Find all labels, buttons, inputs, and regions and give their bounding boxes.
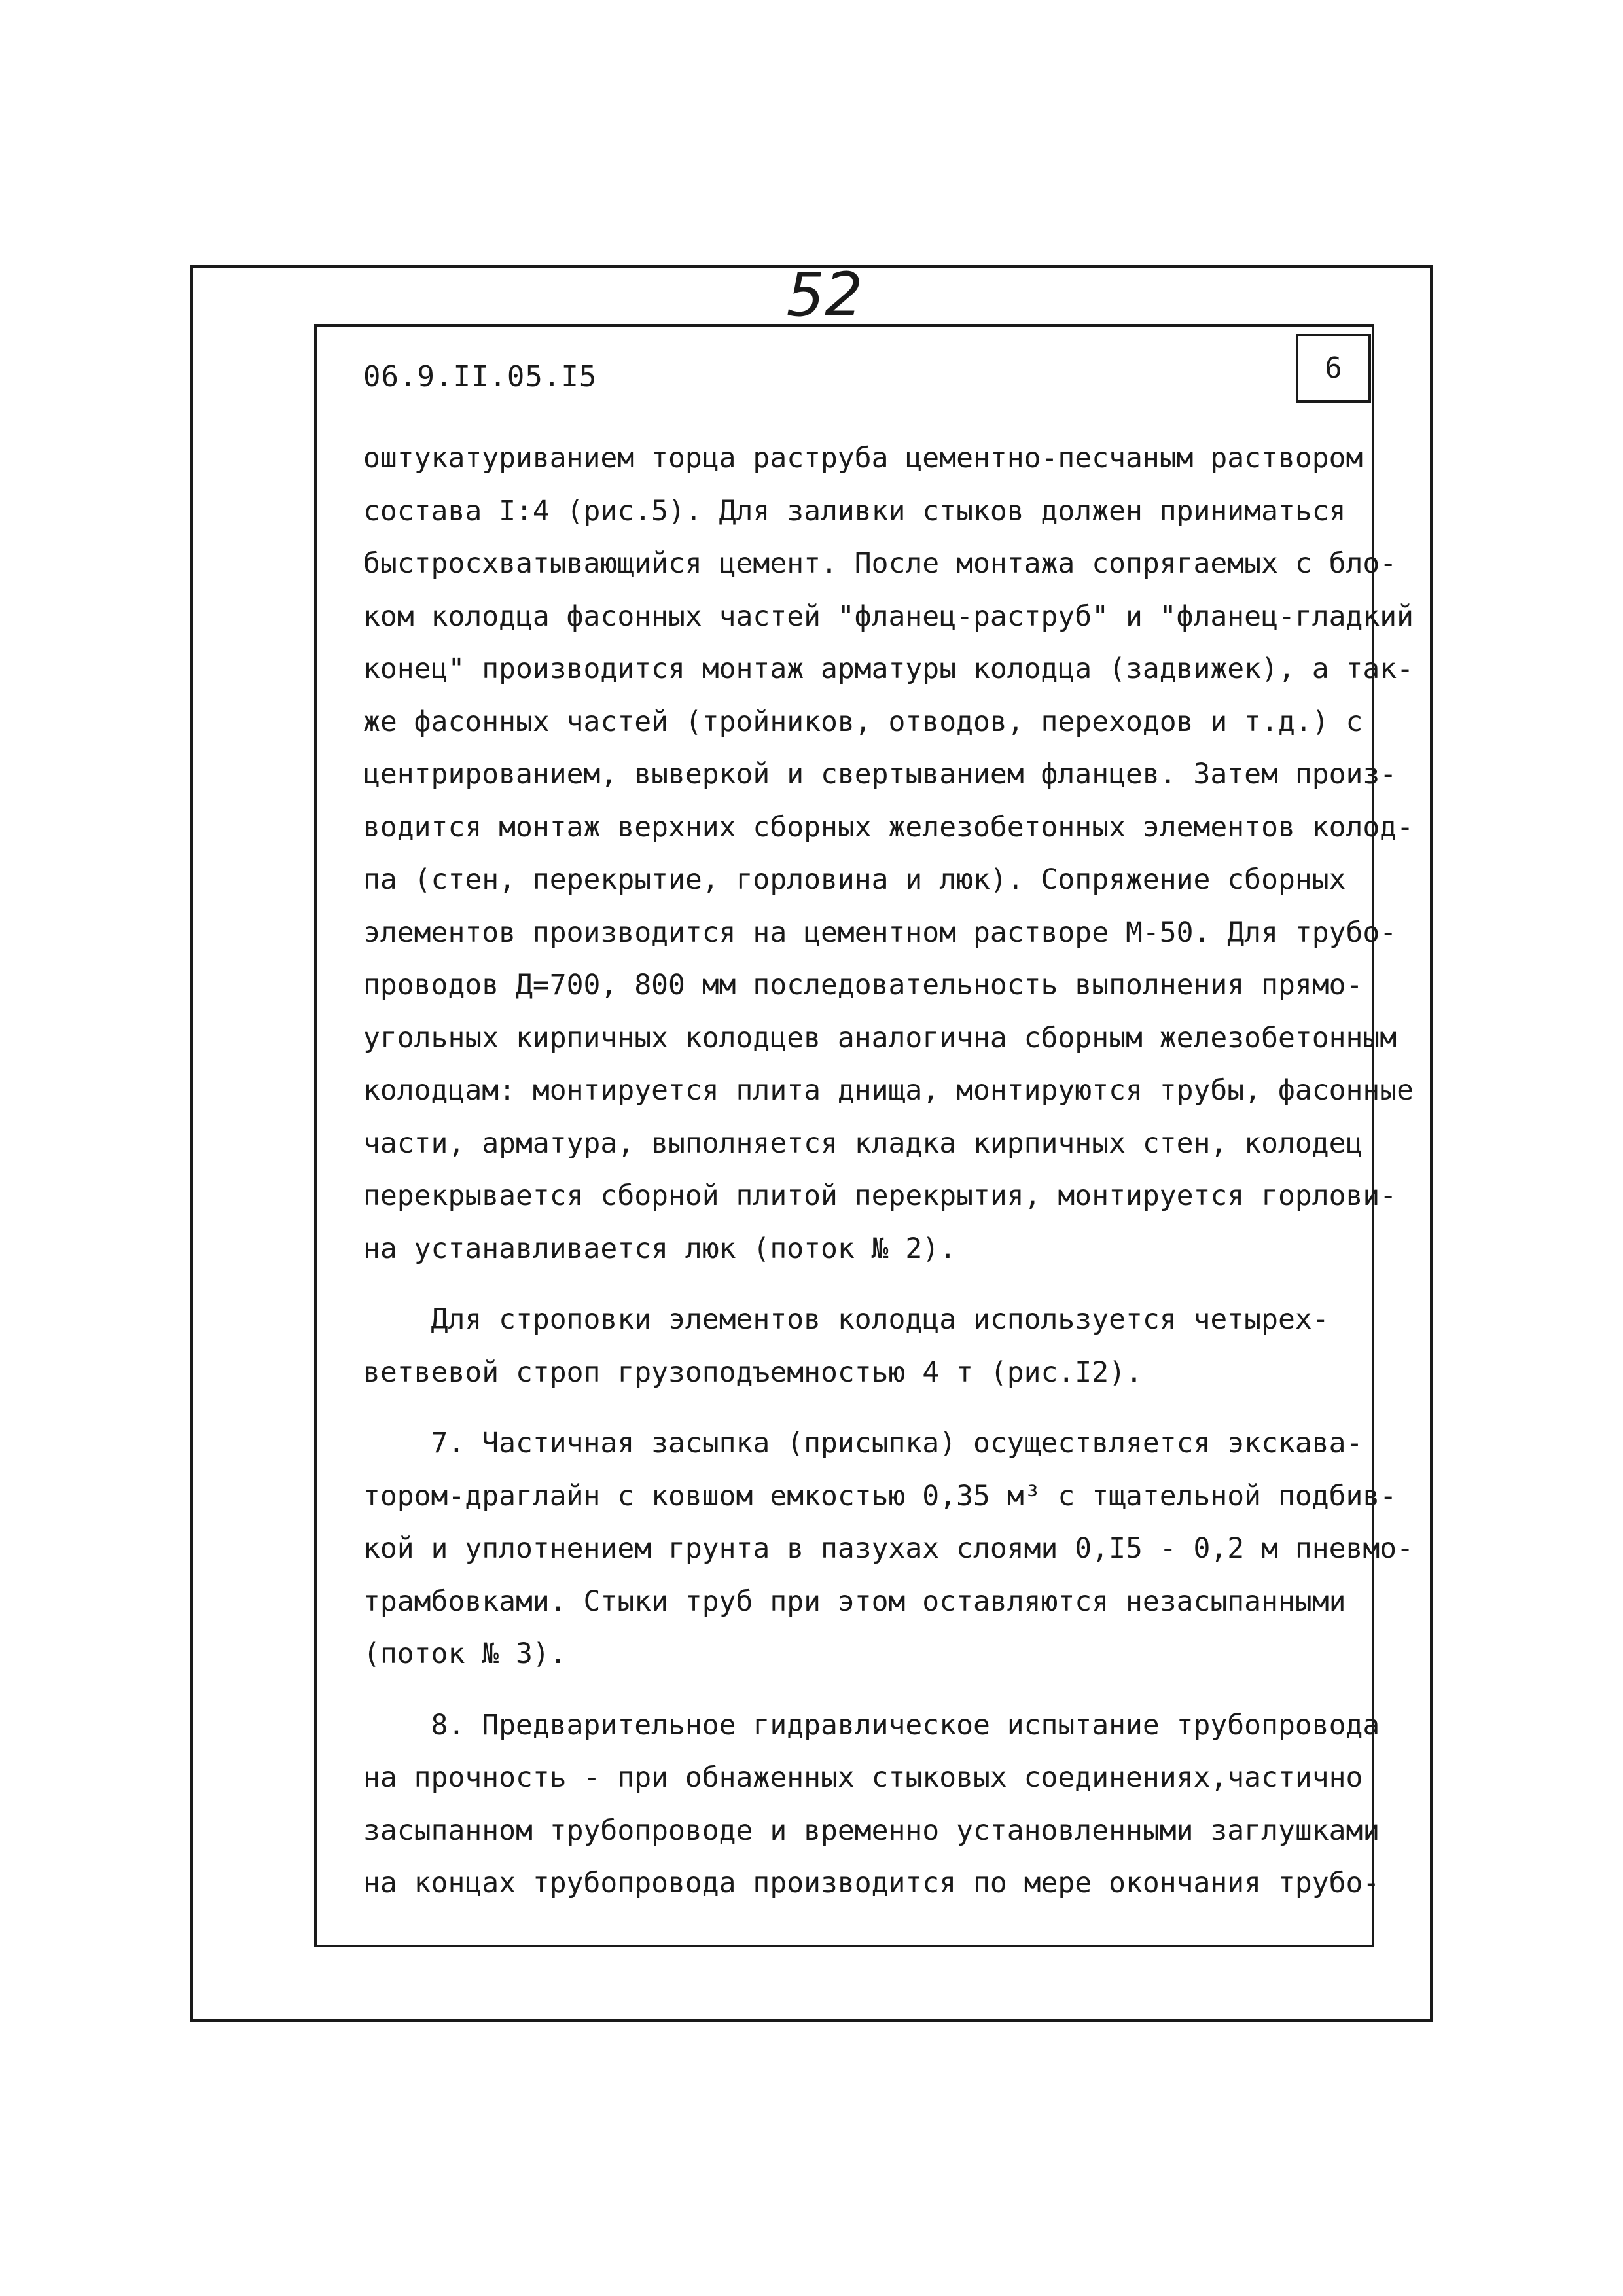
text-line: (поток № 3). xyxy=(363,1638,567,1670)
text-line: центрированием, выверкой и свертыванием фланцев. Затем произ- xyxy=(363,758,1397,791)
text-line: 7. Частичная засыпка (присыпка) осуществляется экскава- xyxy=(363,1427,1363,1460)
text-line: проводов Д=700, 800 мм последовательность выполнения прямо- xyxy=(363,969,1363,1001)
text-line: водится монтаж верхних сборных железобетонных элементов колод- xyxy=(363,810,1414,844)
text-line: элементов производится на цементном растворе М-50. Для трубо- xyxy=(363,916,1397,949)
text-line: Для строповки элементов колодца используется четырех- xyxy=(363,1303,1329,1336)
text-line: кой и уплотнением грунта в пазухах слоями 0,I5 - 0,2 м пневмо- xyxy=(363,1532,1414,1565)
body-text xyxy=(363,432,1414,1910)
text-line: угольных кирпичных колодцев аналогична сборным железобетонным xyxy=(363,1021,1397,1054)
text-line: состава I:4 (рис.5). Для заливки стыков должен приниматься xyxy=(363,494,1346,528)
text-line: на концах трубопровода производится по мере окончания трубо- xyxy=(363,1867,1380,1899)
text-line: колодцам: монтируется плита днища, монтируются трубы, фасонные xyxy=(363,1074,1414,1107)
paragraph-gap xyxy=(363,1399,1371,1417)
document-code: 06.9.II.05.I5 xyxy=(363,360,597,393)
text-line: перекрывается сборной плитой перекрытия, монтируется горлови- xyxy=(363,1179,1397,1212)
paragraph-gap xyxy=(363,1681,1371,1699)
text-line: же фасонных частей (тройников, отводов, переходов и т.д.) с xyxy=(363,705,1363,738)
text-line: на прочность - при обнаженных стыковых соединениях,частично xyxy=(363,1761,1363,1794)
text-line: засыпанном трубопроводе и временно установленными заглушками xyxy=(363,1814,1380,1847)
text-line: ком колодца фасонных частей "фланец-раструб" и "фланец-гладкий xyxy=(363,600,1414,633)
text-line: части, арматура, выполняется кладка кирпичных стен, колодец xyxy=(363,1126,1363,1160)
text-line: конец" производится монтаж арматуры колодца (задвижек), а так- xyxy=(363,653,1414,685)
text-line: 8. Предварительное гидравлическое испытание трубопровода xyxy=(363,1708,1380,1742)
page-number: 52 xyxy=(786,260,863,330)
sheet-number: 6 xyxy=(1325,351,1342,385)
paragraph-gap xyxy=(363,1275,1371,1293)
text-line: тором-драглайн с ковшом емкостью 0,35 м³ с тщательной подбив- xyxy=(363,1479,1397,1513)
text-line: оштукатуриванием торца раструба цементно-песчаным раствором xyxy=(363,442,1363,475)
text-line: быстросхватывающийся цемент. После монтажа сопрягаемых с бло- xyxy=(363,547,1397,580)
text-line: трамбовками. Стыки труб при этом оставляются незасыпанными xyxy=(363,1585,1346,1618)
text-line: ветвевой строп грузоподъемностью 4 т (рис.I2). xyxy=(363,1355,1143,1389)
text-line: на устанавливается люк (поток № 2). xyxy=(363,1232,957,1265)
text-line: па (стен, перекрытие, горловина и люк). Сопряжение сборных xyxy=(363,863,1346,896)
sheet-number-box xyxy=(1296,334,1371,403)
